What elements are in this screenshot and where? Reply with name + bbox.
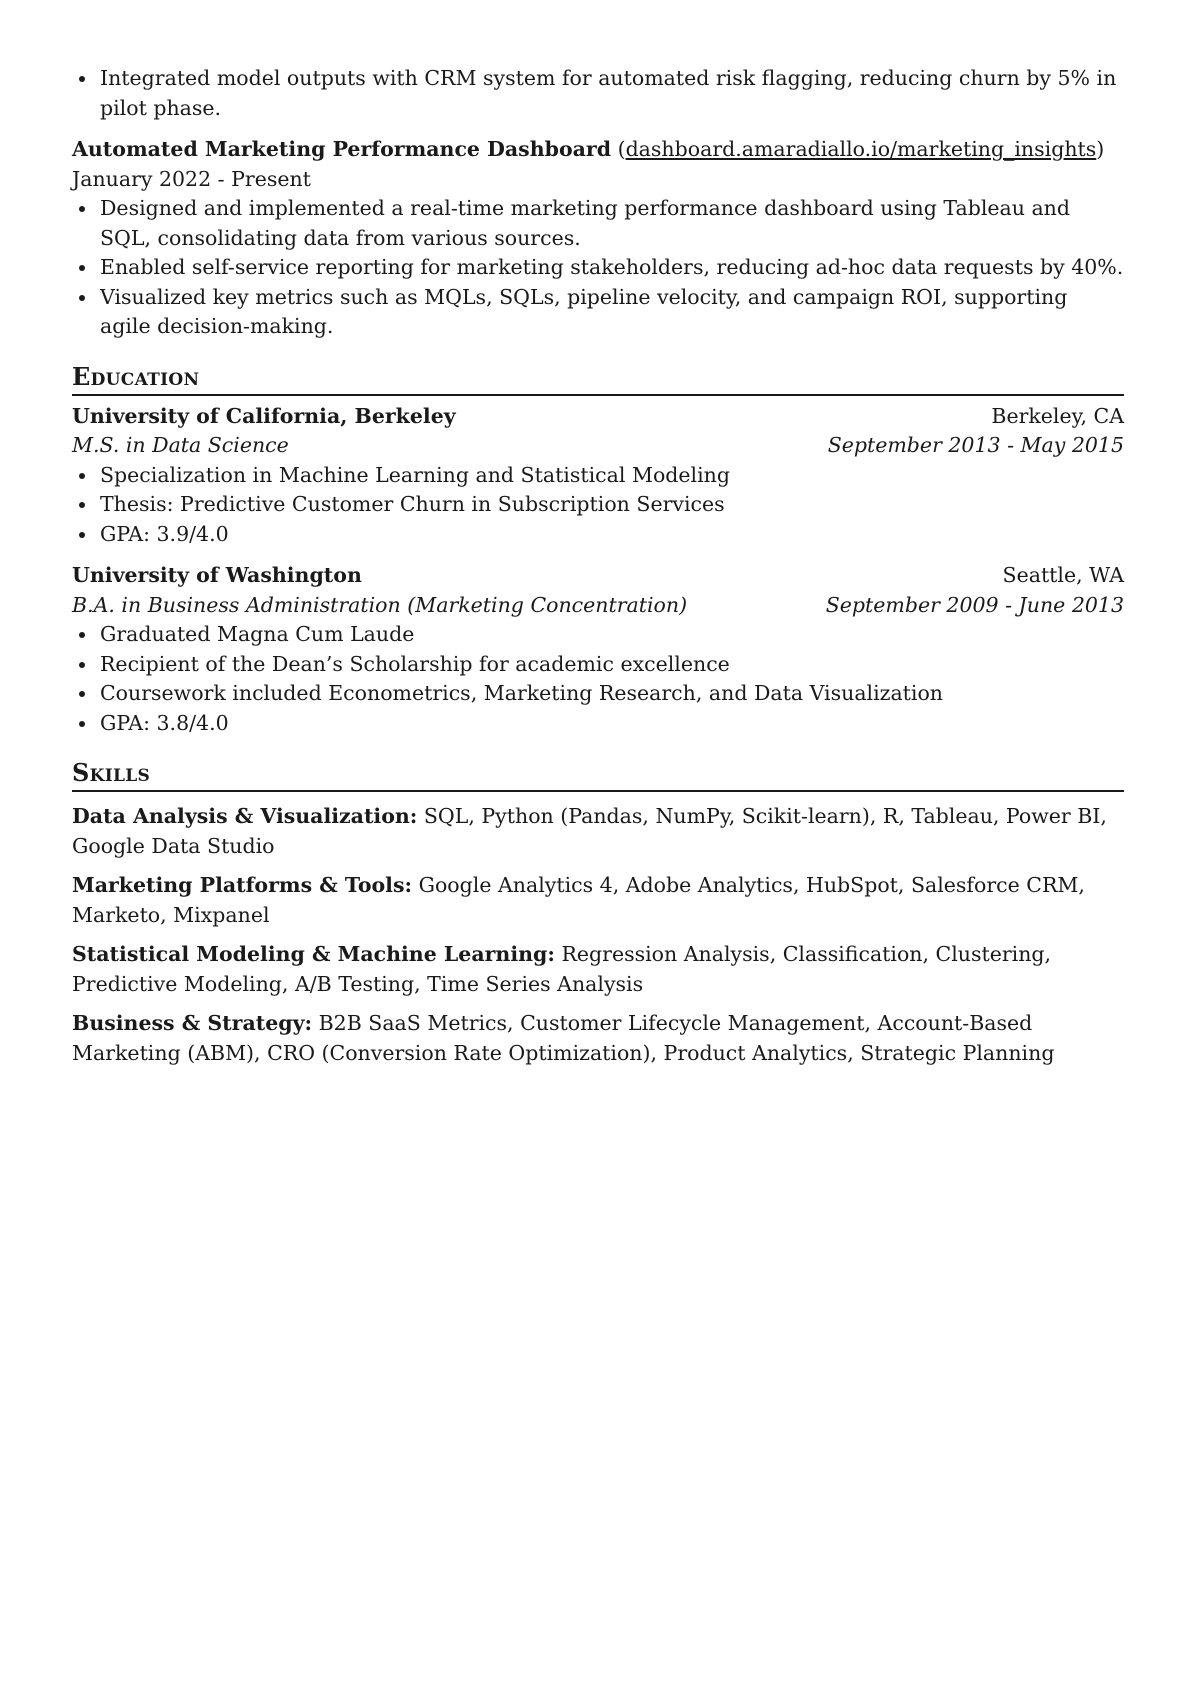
skill-statistical-modeling	[72, 940, 1124, 999]
project-dates: January 2022 - Present	[72, 166, 311, 191]
project-bullets	[72, 194, 1124, 342]
skill-data-analysis	[72, 802, 1124, 861]
project-title: Automated Marketing Performance Dashboard	[72, 137, 612, 161]
list-item: GPA: 3.9/4.0	[72, 520, 1124, 550]
skill-value: B2B SaaS Metrics, Customer Lifecycle Management, Account-Based Marketing (ABM), CRO (Conversion Rate Optimization), Product Analytics, Strategic Planning	[72, 1011, 1055, 1065]
resume-page	[72, 64, 1124, 1068]
education-bullets	[72, 461, 1124, 550]
list-item: Designed and implemented a real-time marketing performance dashboard using Tableau and SQL, consolidating data from various sources.	[72, 194, 1124, 253]
section-heading-education: Education	[72, 362, 1124, 396]
school-location: Seattle, WA	[1002, 563, 1124, 587]
project-link[interactable]: dashboard.amaradiallo.io/marketing_insights	[625, 137, 1097, 161]
project-bullets-continued	[72, 64, 1124, 123]
education-dates: September 2013 - May 2015	[827, 433, 1124, 457]
list-item: Recipient of the Dean’s Scholarship for academic excellence	[72, 650, 1124, 680]
skill-label: Statistical Modeling & Machine Learning:	[72, 942, 555, 966]
skill-marketing-platforms	[72, 871, 1124, 930]
degree: M.S. in Data Science	[72, 433, 289, 457]
skill-label: Data Analysis & Visualization:	[72, 804, 418, 828]
skill-label: Business & Strategy:	[72, 1011, 313, 1035]
education-entry-berkeley	[72, 402, 1124, 550]
education-entry-washington	[72, 561, 1124, 738]
skill-value: Google Analytics 4, Adobe Analytics, HubSpot, Salesforce CRM, Marketo, Mixpanel	[72, 873, 1085, 927]
school-name: University of Washington	[72, 563, 362, 587]
education-dates: September 2009 - June 2013	[825, 592, 1124, 617]
project-header: Automated Marketing Performance Dashboard (dashboard.amaradiallo.io/marketing_insights) January 2022 - Present	[72, 137, 1105, 191]
list-item: Graduated Magna Cum Laude	[72, 620, 1124, 650]
skill-value: Regression Analysis, Classification, Clustering, Predictive Modeling, A/B Testing, Time Series Analysis	[72, 942, 1052, 996]
skill-value: SQL, Python (Pandas, NumPy, Scikit-learn), R, Tableau, Power BI, Google Data Studio	[72, 804, 1107, 858]
list-item: Enabled self-service reporting for marketing stakeholders, reducing ad-hoc data requests by 40%.	[72, 253, 1124, 283]
degree: B.A. in Business Administration (Marketing Concentration)	[72, 592, 688, 617]
list-item: Integrated model outputs with CRM system for automated risk flagging, reducing churn by 5% in pilot phase.	[72, 64, 1124, 123]
section-heading-skills: Skills	[72, 758, 1124, 792]
list-item: GPA: 3.8/4.0	[72, 709, 1124, 739]
list-item: Thesis: Predictive Customer Churn in Subscription Services	[72, 490, 1124, 520]
skill-business-strategy	[72, 1009, 1124, 1068]
list-item: Coursework included Econometrics, Marketing Research, and Data Visualization	[72, 679, 1124, 709]
school-name: University of California, Berkeley	[72, 403, 456, 428]
skill-label: Marketing Platforms & Tools:	[72, 873, 413, 897]
school-location: Berkeley, CA	[991, 403, 1124, 428]
education-bullets	[72, 620, 1124, 738]
list-item: Visualized key metrics such as MQLs, SQLs, pipeline velocity, and campaign ROI, supporting agile decision-making.	[72, 283, 1124, 342]
list-item: Specialization in Machine Learning and Statistical Modeling	[72, 461, 1124, 491]
